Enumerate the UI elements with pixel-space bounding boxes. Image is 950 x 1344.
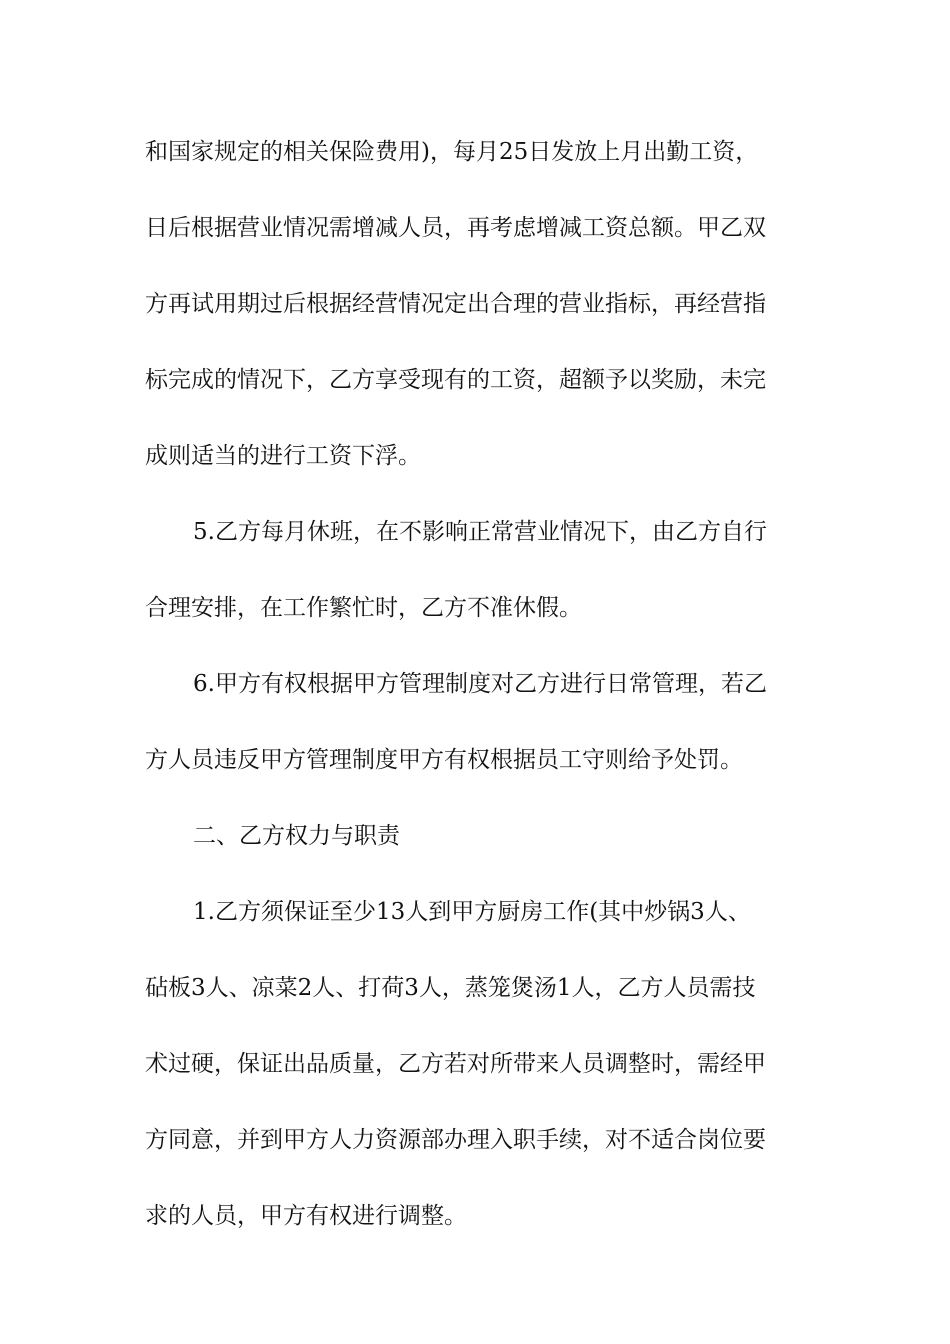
paragraph-line: 求的人员，甲方有权进行调整。 <box>145 1203 467 1229</box>
section-heading: 二、乙方权力与职责 <box>193 823 400 849</box>
paragraph-line: 术过硬，保证出品质量，乙方若对所带来人员调整时，需经甲 <box>145 1051 766 1077</box>
paragraph-line: 6.甲方有权根据甲方管理制度对乙方进行日常管理，若乙 <box>193 671 767 697</box>
paragraph-line: 方同意，并到甲方人力资源部办理入职手续，对不适合岗位要 <box>145 1127 766 1153</box>
paragraph-line: 砧板3人、凉菜2人、打荷3人，蒸笼煲汤1人，乙方人员需技 <box>145 975 756 1001</box>
paragraph-line: 1.乙方须保证至少13人到甲方厨房工作(其中炒锅3人、 <box>193 899 751 925</box>
paragraph-line: 5.乙方每月休班，在不影响正常营业情况下，由乙方自行 <box>193 519 767 545</box>
paragraph-line: 日后根据营业情况需增减人员，再考虑增减工资总额。甲乙双 <box>145 215 766 241</box>
paragraph-line: 合理安排，在工作繁忙时，乙方不准休假。 <box>145 595 582 621</box>
paragraph-line: 成则适当的进行工资下浮。 <box>145 443 421 469</box>
paragraph-line: 方人员违反甲方管理制度甲方有权根据员工守则给予处罚。 <box>145 747 743 773</box>
paragraph-line: 方再试用期过后根据经营情况定出合理的营业指标，再经营指 <box>145 291 766 317</box>
paragraph-line: 标完成的情况下，乙方享受现有的工资，超额予以奖励，未完 <box>145 367 766 393</box>
paragraph-line: 和国家规定的相关保险费用)，每月25日发放上月出勤工资， <box>145 139 759 165</box>
